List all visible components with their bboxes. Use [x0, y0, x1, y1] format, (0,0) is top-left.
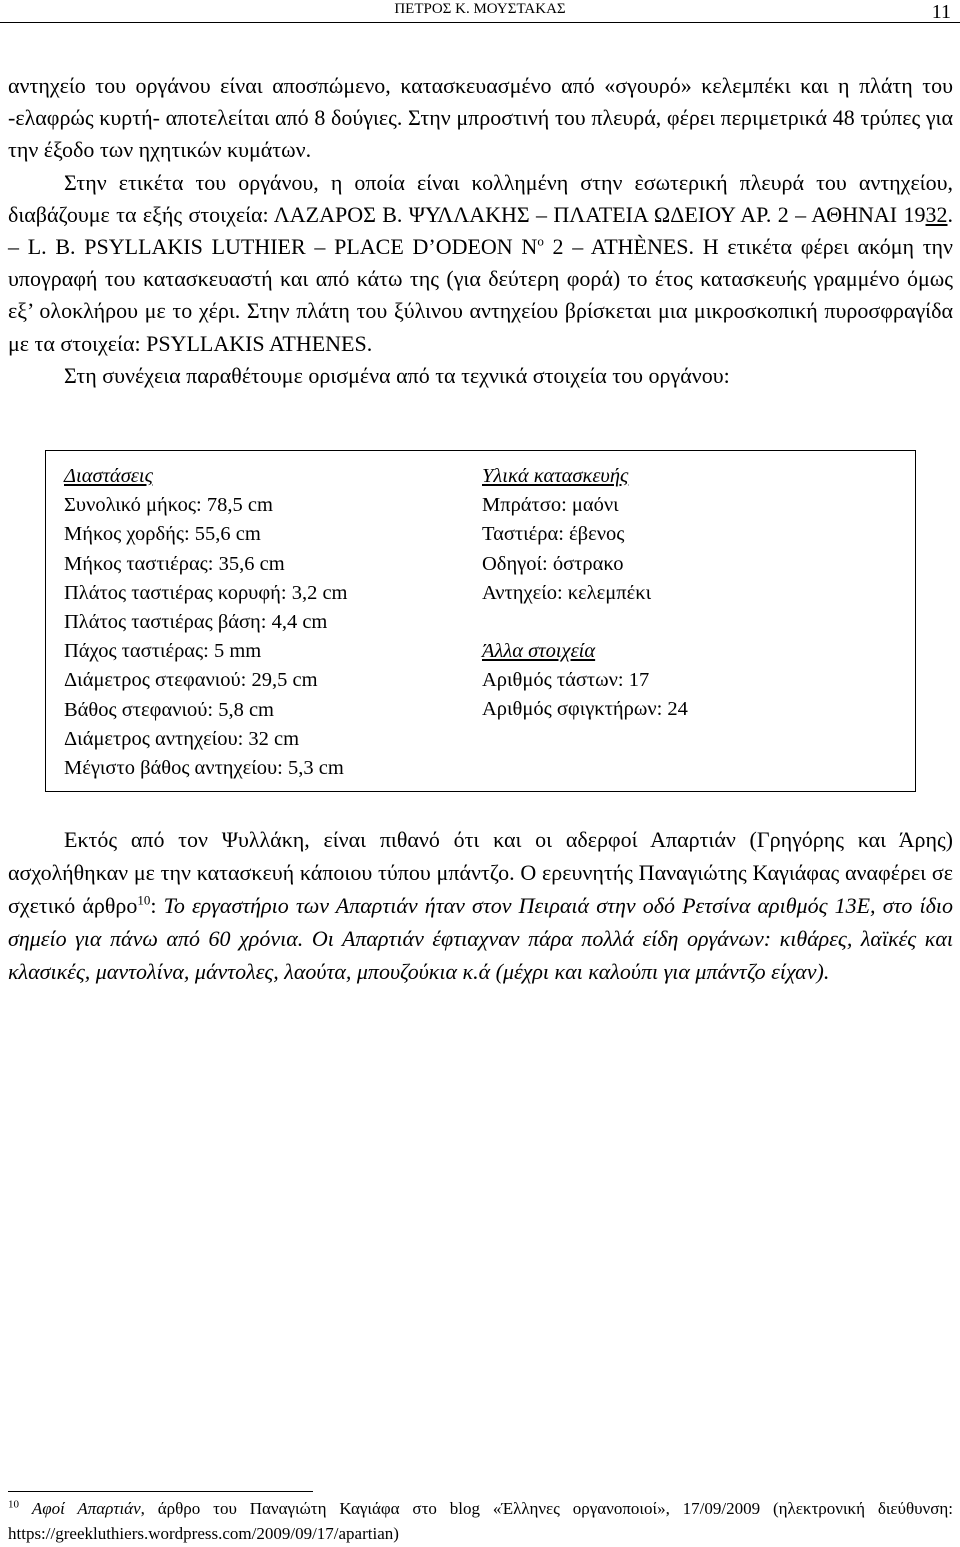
footnote-number: 10 — [8, 1498, 19, 1511]
spec-line: Πάχος ταστιέρας: 5 mm — [64, 640, 262, 663]
spec-line: Συνολικό μήκος: 78,5 cm — [64, 494, 273, 517]
spec-line: Μήκος χορδής: 55,6 cm — [64, 523, 261, 546]
dimensions-column — [64, 462, 348, 783]
apartian-paragraph — [8, 823, 953, 988]
label-year-underlined: 32 — [925, 201, 948, 227]
label-text-part-1: Στην ετικέτα του οργάνου, η οποία είναι κολλημένη στην εσωτερική πλευρά του αντηχείου, διαβάζουμε τα εξής στοιχεία: ΛΑΖΑΡΟΣ Β. ΨΥΛΛΑΚΗΣ – ΠΛΑΤΕΙΑ ΩΔΕΙΟΥ ΑΡ. 2 – ΑΘΗΝΑΙ 19 — [8, 169, 953, 227]
colon: : — [150, 893, 164, 918]
paragraph-specs-intro: Στη συνέχεια παραθέτουμε ορισμένα από τα τεχνικά στοιχεία του οργάνου: — [64, 362, 730, 388]
materials-column — [482, 462, 688, 725]
spec-line: Αριθμός σφιγκτήρων: 24 — [482, 698, 688, 721]
spec-line: Μέγιστο βάθος αντηχείου: 5,3 cm — [64, 757, 344, 780]
spec-line: Αντηχείο: κελεμπέκι — [482, 581, 652, 604]
footnote-reference[interactable]: 10 — [137, 892, 151, 908]
page-number: 11 — [931, 1, 951, 23]
spec-line: Πλάτος ταστιέρας βάση: 4,4 cm — [64, 611, 328, 634]
spec-line: Διάμετρος αντηχείου: 32 cm — [64, 727, 300, 750]
paragraph-continuation: αντηχείο του οργάνου είναι αποσπώμενο, κατασκευασμένο από «σγουρό» κελεμπέκι και η πλάτη του -ελαφρώς κυρτή- αποτελείται από 8 δούγιες. Στην μπροστινή του πλευρά, φέρει περιμετρικά 48 τρύπες για την έξοδο των ηχητικών κυμάτων. — [8, 73, 953, 163]
spec-line: Πλάτος ταστιέρας κορυφή: 3,2 cm — [64, 581, 348, 604]
dimensions-heading: Διαστάσεις — [64, 465, 153, 487]
spec-line: Βάθος στεφανιού: 5,8 cm — [64, 698, 274, 721]
spec-line: Μήκος ταστιέρας: 35,6 cm — [64, 552, 285, 575]
superscript-o: o — [537, 233, 544, 249]
footnote-divider — [8, 1491, 313, 1492]
spec-line: Αριθμός τάστων: 17 — [482, 669, 650, 692]
header-author: ΠΕΤΡΟΣ Κ. ΜΟΥΣΤΑΚΑΣ — [394, 1, 566, 17]
apartian-text: Εκτός από τον Ψυλλάκη, είναι πιθανό ότι και οι αδερφοί Απαρτιάν (Γρηγόρης και Άρης) ασχολήθηκαν με την κατασκευή κάποιου τύπου μπάντζο. Ο ερευνητής Παναγιώτης Καγιάφας αναφέρει σε σχετικό άρθρο — [8, 827, 953, 918]
spec-line: Οδηγοί: όστρακο — [482, 552, 624, 575]
footnote — [8, 1496, 953, 1546]
page-header — [0, 0, 960, 23]
spec-line: Μπράτσο: μαόνι — [482, 494, 619, 517]
spec-line: Διάμετρος στεφανιού: 29,5 cm — [64, 669, 318, 692]
label-text-part-2: . – L. B. PSYLLAKIS LUTHIER – PLACE D’ODEON N — [8, 201, 953, 260]
footnote-title: Αφοί Απαρτιάν — [31, 1499, 141, 1518]
main-text — [8, 70, 953, 392]
spec-line: Ταστιέρα: έβενος — [482, 523, 625, 546]
paragraph-label-description — [8, 167, 953, 360]
specs-box — [45, 450, 916, 792]
spacer — [482, 608, 688, 637]
paragraph-apartian — [8, 823, 953, 988]
label-text-part-3: 2 – ATHÈNES. Η ετικέτα φέρει ακόμη την υπογραφή του κατασκευαστή και από κάτω της (για δεύτερη φορά) το έτος κατασκευής γραμμένο όμως εξ’ ολοκλήρου με το χέρι. Στην πλάτη του ξύλινου αντηχείου βρίσκεται μια μικροσκοπική πυροσφραγίδα με τα στοιχεία: PSYLLAKIS ATHENES. — [8, 234, 954, 356]
materials-heading: Υλικά κατασκευής — [482, 465, 629, 487]
other-heading: Άλλα στοιχεία — [482, 640, 596, 663]
kagiafas-quote: Το εργαστήριο των Απαρτιάν ήταν στον Πειραιά στην οδό Ρετσίνα αριθμός 13Ε, στο ίδιο σημείο για πάνω από 60 χρόνια. Οι Απαρτιάν έφτιαχναν πάρα πολλά είδη οργάνων: κιθάρες, λαϊκές και κλασικές, μαντολίνα, μάντολες, λαούτα, μπουζούκια κ.ά (μέχρι και καλούπι για μπάντζο είχαν). — [8, 893, 953, 984]
footnote-text: , άρθρο του Παναγιώτη Καγιάφα στο blog «Έλληνες οργανοποιοί», 17/09/2009 (ηλεκτρονική διεύθυνση: https://greekluthiers.wordpress.com/2009/09/17/apartian) — [8, 1499, 953, 1543]
